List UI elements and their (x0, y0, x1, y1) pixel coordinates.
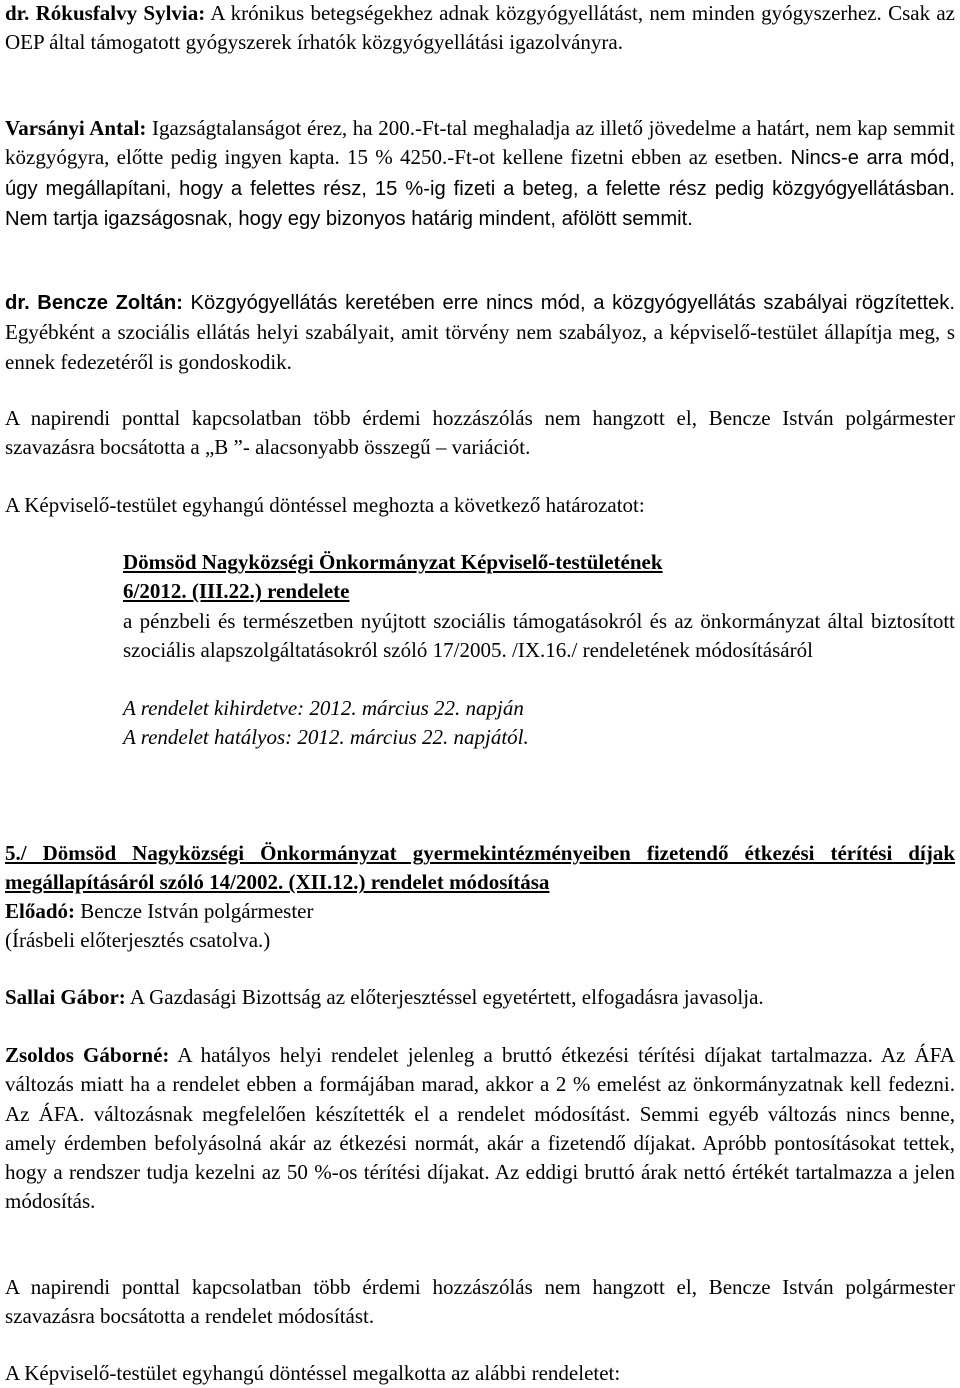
paragraph-bencze-zoltan (5, 288, 955, 377)
text-bencze-1: Közgyógyellátás keretében erre nincs mód, a közgyógyellátás szabályai rögzítettek. (182, 292, 955, 314)
paragraph-zsoldos (5, 1041, 955, 1217)
decree-effective: A rendelet hatályos: 2012. március 22. napjától. (123, 725, 529, 750)
text-varsanyi-2: Nincs-e arra mód, úgy megállapítani, hogy a felettes rész, 15 %-ig fizeti a beteg, a felette rész pedig közgyógyellátásban. Nem tartja igazságosnak, hogy egy bizonyos határig mindent, afölött semmit. (5, 147, 955, 230)
decree-title-line2: 6/2012. (III.22.) rendelete (123, 579, 350, 604)
presenter-label: Előadó: (5, 899, 76, 923)
paragraph-vote-1: A napirendi ponttal kapcsolatban több érdemi hozzászólás nem hangzott el, Bencze István polgármester szavazásra bocsátotta a „B ”- alacsonyabb összegű – variációt. (5, 406, 955, 460)
text-sallai: A Gazdasági Bizottság az előterjesztéssel egyetértett, elfogadásra javasolja. (125, 985, 764, 1009)
paragraph-vote-2: A napirendi ponttal kapcsolatban több érdemi hozzászólás nem hangzott el, Bencze István polgármester szavazásra bocsátotta a rendelet módosítást. (5, 1275, 955, 1329)
decree-body: a pénzbeli és természetben nyújtott szociális támogatásokról és az önkormányzat által biztosított szociális alapszolgáltatásokról szóló 17/2005. /IX.16./ rendeletének módosításáról (123, 608, 955, 662)
decree-title-line1: Dömsöd Nagyközségi Önkormányzat Képviselő-testületének (123, 550, 663, 574)
agenda-item-5-title: 5./ Dömsöd Nagyközségi Önkormányzat gyermekintézményeiben fizetendő étkezési térítési díjak megállapításáról szóló 14/2002. (XII.12.) rendelet módosítása (5, 841, 955, 895)
text-zsoldos: A hatályos helyi rendelet jelenleg a bruttó étkezési térítési díjakat tartalmazza. Az ÁFA változás miatt ha a rendelet ebben a formájában marad, akkor a 2 % emelést az önkormányzatnak kell fedezni. Az ÁFA. változásnak megfelelően készítették el a rendelet módosítást. Semmi egyéb változás nincs benne, amely érdemben befolyásolná akár az étkezési normát, akár a fizetendő díjakat. Apróbb pontosításokat tettek, hogy a rendszer tudja kezelni az 50 %-os térítési díjakat. Az eddigi bruttó árak nettó értékét tartalmazza a jelen módosítás. (5, 1043, 955, 1214)
agenda-item-5-note: (Írásbeli előterjesztés csatolva.) (5, 928, 271, 952)
decree-block (123, 548, 955, 753)
speaker-rokusfalvy: dr. Rókusfalvy Sylvia: (5, 1, 206, 25)
paragraph-sallai (5, 983, 955, 1012)
text-varsanyi-1: Igazságtalanságot érez, ha 200.-Ft-tal meghaladja az illető jövedelme a határt, nem kap semmit közgyógyra, előtte pedig ingyen kapta. 15 % 4250.-Ft-ot kellene fizetni ebben az esetben. (5, 116, 955, 170)
decree-announced: A rendelet kihirdetve: 2012. március 22. napján (123, 696, 524, 721)
speaker-sallai: Sallai Gábor: (5, 985, 126, 1009)
paragraph-rokusfalvy (5, 0, 955, 58)
paragraph-varsanyi (5, 114, 955, 234)
paragraph-decision-1: A Képviselő-testület egyhangú döntéssel meghozta a következő határozatot: (5, 493, 645, 517)
speaker-varsanyi: Varsányi Antal: (5, 116, 147, 140)
text-rokusfalvy: A krónikus betegségekhez adnak közgyógyellátást, nem minden gyógyszerhez. Csak az OEP által támogatott gyógyszerek írhatók közgyógyellátási igazolványra. (5, 1, 955, 55)
agenda-item-5-presenter (5, 897, 955, 926)
presenter-name: Bencze István polgármester (75, 899, 314, 923)
speaker-bencze-zoltan: dr. Bencze Zoltán: (5, 292, 183, 314)
paragraph-decision-2: A Képviselő-testület egyhangú döntéssel megalkotta az alábbi rendeletet: (5, 1361, 621, 1385)
text-bencze-2: Egyébként a szociális ellátás helyi szabályait, amit törvény nem szabályoz, a képviselő-testület állapítja meg, s ennek fedezetéről is gondoskodik. (5, 320, 955, 374)
speaker-zsoldos: Zsoldos Gáborné: (5, 1043, 170, 1067)
